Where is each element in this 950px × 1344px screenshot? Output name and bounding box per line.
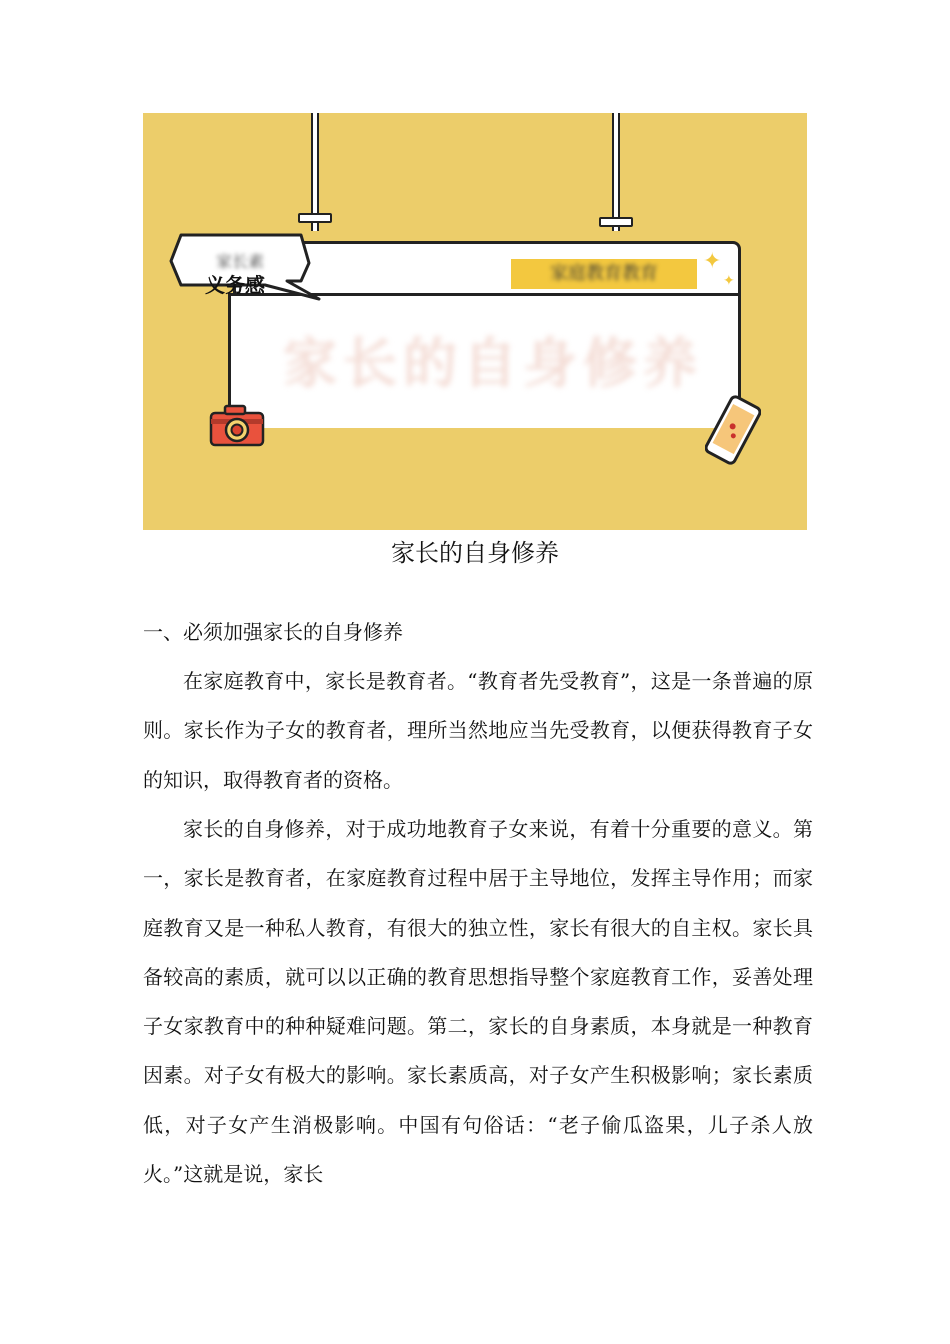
hanging-rod-right [612,113,620,231]
paragraph-2: 家长的自身修养，对于成功地教育子女来说，有着十分重要的意义。第一，家长是教育者，在家庭教育过程中居于主导地位，发挥主导作用；而家庭教育又是一种私人教育，有很大的独立性，家长有很大的自主权。家长具备较高的素质，就可以以正确的教育思想指导整个家庭教育工作，妥善处理子女家教育中的种种疑难问题。第二，家长的自身素质，本身就是一种教育因素。对子女有极大的影响。家长素质高，对子女产生积极影响；家长素质低，对子女产生消极影响。中国有句俗话：“老子偷瓜盗果，儿子杀人放火。”这就是说，家长 [143,817,813,1187]
phone-icon [705,395,761,465]
bubble-main-text: 义务感 [205,273,265,297]
paragraph-1: 在家庭教育中，家长是教育者。“教育者先受教育”，这是一条普遍的原则。家长作为子女的教育者，理所当然地应当先受教育，以便获得教育子女的知识，取得教育者的资格。 [143,669,813,792]
banner-tag: 家庭教育教育 [550,263,658,284]
bubble-top-text: 家长素 [215,252,264,271]
banner-big-title: 家长的自身修养 [283,332,703,395]
header-banner [143,113,807,530]
section-heading: 一、必须加强家长的自身修养 [143,620,403,644]
rod-clamp-left [298,213,332,223]
sparkle-icon: ✦ [703,249,722,274]
camera-icon [209,403,265,449]
rod-clamp-right [599,217,633,227]
document-title: 家长的自身修养 [391,539,559,567]
sparkle-icon: ✦ [723,273,735,289]
speech-bubble-text [169,233,311,297]
